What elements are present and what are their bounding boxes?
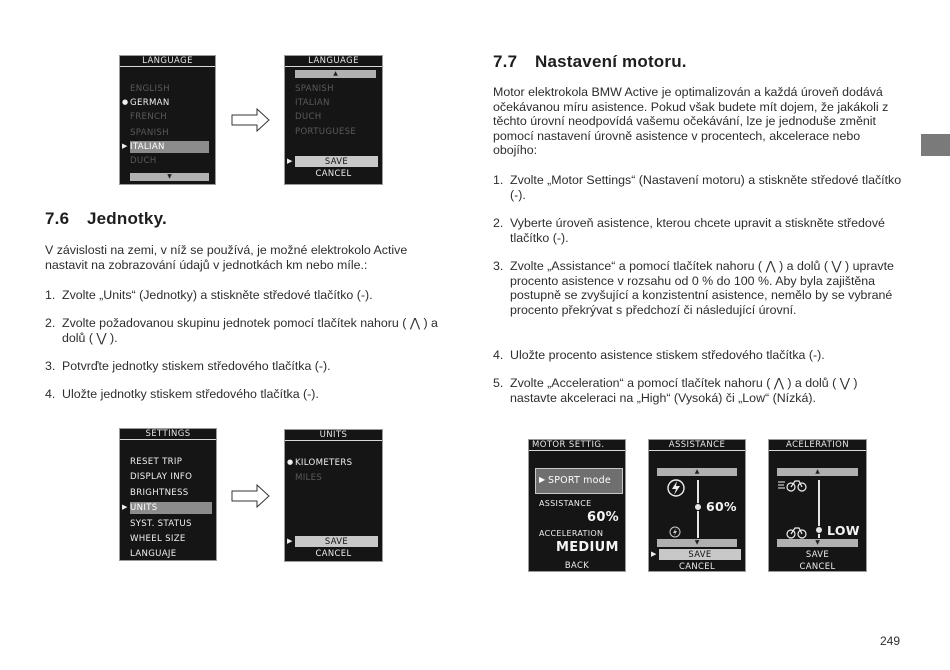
chevron-down-icon: ▼: [694, 539, 700, 546]
section-title: Jednotky.: [87, 209, 167, 228]
fast-bike-icon: [778, 478, 808, 492]
assistance-label: ASSISTANCE: [539, 499, 592, 508]
language-screen-before: [119, 55, 216, 185]
chevron-up-icon: ▲: [333, 70, 338, 77]
chapter-tab: [921, 134, 950, 156]
menu-item: SPANISH: [130, 128, 169, 138]
menu-item-selected: ITALIAN: [130, 141, 209, 153]
menu-item: FRENCH: [130, 112, 168, 122]
selected-dot-icon: ●: [287, 458, 294, 466]
menu-item-selected: UNITS: [130, 502, 212, 514]
section-number: 7.7: [493, 52, 518, 71]
bolt-small-icon: [669, 526, 681, 538]
list-item: [493, 173, 905, 202]
screen-title: UNITS: [285, 430, 382, 441]
chevron-up-icon: ▲: [694, 468, 700, 475]
mode-label: SPORT mode: [548, 475, 611, 486]
list-item: [493, 216, 905, 245]
save-button: SAVE: [295, 156, 378, 167]
scroll-down-bar: [657, 539, 737, 547]
list-item: [493, 376, 905, 405]
section-title: Nastavení motoru.: [535, 52, 687, 71]
cancel-button: CANCEL: [799, 561, 836, 571]
scroll-down-bar: [130, 173, 209, 181]
slider-knob: [694, 503, 702, 511]
menu-item: GERMAN: [130, 98, 170, 108]
cancel-button: CANCEL: [678, 561, 716, 571]
list-text: Zvolte „Units“ (Jednotky) a stiskněte středové tlačítko (-).: [62, 288, 373, 302]
list-number: 1.: [493, 173, 504, 187]
list-item: [45, 387, 455, 402]
scroll-up-bar: [777, 468, 858, 476]
list-number: 3.: [45, 359, 56, 373]
list-item: [45, 288, 455, 303]
screen-title: ACELERATION: [769, 440, 866, 451]
screen-title: SETTINGS: [120, 429, 216, 440]
list-number: 4.: [493, 348, 504, 362]
save-button: SAVE: [805, 549, 830, 559]
menu-item: ENGLISH: [130, 84, 170, 94]
save-button: SAVE: [295, 536, 378, 547]
assistance-value: 60%: [586, 510, 619, 525]
acceleration-value: MEDIUM: [556, 540, 619, 555]
chevron-down-icon: ▼: [167, 173, 172, 180]
pointer-icon: ▶: [287, 537, 293, 545]
list-number: 2.: [45, 316, 56, 330]
bike-icon: [786, 525, 808, 539]
list-number: 4.: [45, 387, 56, 401]
section-heading: [45, 209, 167, 229]
list-item: [45, 359, 455, 374]
cancel-button: CANCEL: [315, 168, 352, 178]
section-intro: V závislosti na zemi, v níž se používá, je možné elektrokolo Active nastavit na zobrazování údajů v jednotkách km nebo míle.:: [45, 243, 408, 272]
menu-item: BRIGHTNESS: [130, 488, 189, 498]
mode-box: [535, 468, 623, 494]
cancel-button: CANCEL: [315, 548, 352, 558]
back-button: BACK: [564, 560, 590, 570]
menu-item: PORTUGUESE: [295, 127, 357, 137]
list-item: [493, 259, 905, 317]
menu-item: ITALIAN: [295, 98, 330, 108]
list-text: Zvolte „Assistance“ a pomocí tlačítek nahoru ( ⋀ ) a dolů ( ⋁ ) upravte procento asistence v rozsahu od 0 % do 100 %. Aby byla zajištěna postupně se zvyšující a konzistentní asistence, nemělo by se vybrané procento překrývat s předchozí či následující úrovní.: [510, 259, 894, 317]
pointer-icon: ▶: [122, 503, 128, 511]
pointer-icon: ▶: [539, 475, 546, 484]
list-text: Zvolte „Acceleration“ a pomocí tlačítek nahoru ( ⋀ ) a dolů ( ⋁ ) nastavte akceleraci na „High“ (Vysoká) či „Low“ (Nízká).: [510, 376, 858, 405]
list-number: 3.: [493, 259, 504, 273]
acceleration-value: LOW: [827, 523, 860, 538]
menu-item: DUCH: [295, 112, 322, 122]
list-number: 1.: [45, 288, 56, 302]
menu-item: MILES: [295, 473, 323, 483]
chevron-up-icon: ▲: [815, 468, 820, 475]
menu-item: RESET TRIP: [130, 457, 183, 467]
pointer-icon: ▶: [651, 550, 657, 558]
screen-title: LANGUAGE: [120, 56, 215, 67]
menu-item: KILOMETERS: [295, 458, 353, 468]
slider-knob: [815, 526, 823, 534]
menu-item: SYST. STATUS: [130, 519, 192, 529]
units-screen: [284, 429, 383, 562]
arrow-right-icon: [231, 484, 271, 508]
menu-item: DUCH: [130, 156, 157, 166]
menu-item: LANGUAJE: [130, 549, 177, 559]
list-text: Zvolte „Motor Settings“ (Nastavení motoru) a stiskněte středové tlačítko (-).: [510, 173, 902, 202]
list-item: [45, 316, 455, 345]
list-number: 5.: [493, 376, 504, 390]
chevron-down-icon: ▼: [815, 539, 820, 546]
scroll-down-bar: [777, 539, 858, 547]
settings-screen: [119, 428, 217, 561]
page-number: 249: [880, 634, 901, 648]
section-number: 7.6: [45, 209, 70, 228]
save-button: SAVE: [659, 549, 741, 560]
arrow-right-icon: [231, 108, 271, 132]
acceleration-screen: [768, 439, 867, 572]
list-text: Uložte procento asistence stiskem středového tlačítka (-).: [510, 348, 825, 362]
menu-item: DISPLAY INFO: [130, 472, 193, 482]
screen-title: ASSISTANCE: [649, 440, 745, 451]
pointer-icon: ▶: [122, 142, 128, 150]
list-text: Zvolte požadovanou skupinu jednotek pomocí tlačítek nahoru ( ⋀ ) a dolů ( ⋁ ).: [62, 316, 438, 345]
menu-item: SPANISH: [295, 84, 334, 94]
assistance-value: 60%: [706, 499, 737, 514]
assistance-screen: [648, 439, 746, 572]
bolt-circle-icon: [666, 478, 686, 498]
list-text: Potvrďte jednotky stiskem středového tlačítka (-).: [62, 359, 331, 373]
section-intro: Motor elektrokola BMW Active je optimalizován a každá úroveň dodává očekávanou míru asistence. Pokud však budete mít dojem, že jakákoli z těchto úrovní neodpovídá vašemu očekávání, lze je jednoduše změnit pomocí nastavení úrovně asistence v procentech, akcelerace nebo obojího:: [493, 85, 889, 158]
section-heading: [493, 52, 687, 72]
scroll-up-bar: [295, 70, 376, 78]
pointer-icon: ▶: [287, 157, 293, 165]
menu-item: WHEEL SIZE: [130, 534, 186, 544]
list-number: 2.: [493, 216, 504, 230]
scroll-up-bar: [657, 468, 737, 476]
language-screen-after: [284, 55, 383, 185]
acceleration-label: ACCELERATION: [539, 529, 604, 538]
list-item: [493, 348, 905, 363]
motor-settings-screen: [528, 439, 626, 572]
screen-title: LANGUAGE: [285, 56, 382, 67]
list-text: Vyberte úroveň asistence, kterou chcete upravit a stiskněte středové tlačítko (-).: [510, 216, 885, 245]
selected-dot-icon: ●: [122, 98, 129, 106]
list-text: Uložte jednotky stiskem středového tlačítka (-).: [62, 387, 319, 401]
screen-title: MOTOR SETTIG.: [529, 440, 625, 451]
